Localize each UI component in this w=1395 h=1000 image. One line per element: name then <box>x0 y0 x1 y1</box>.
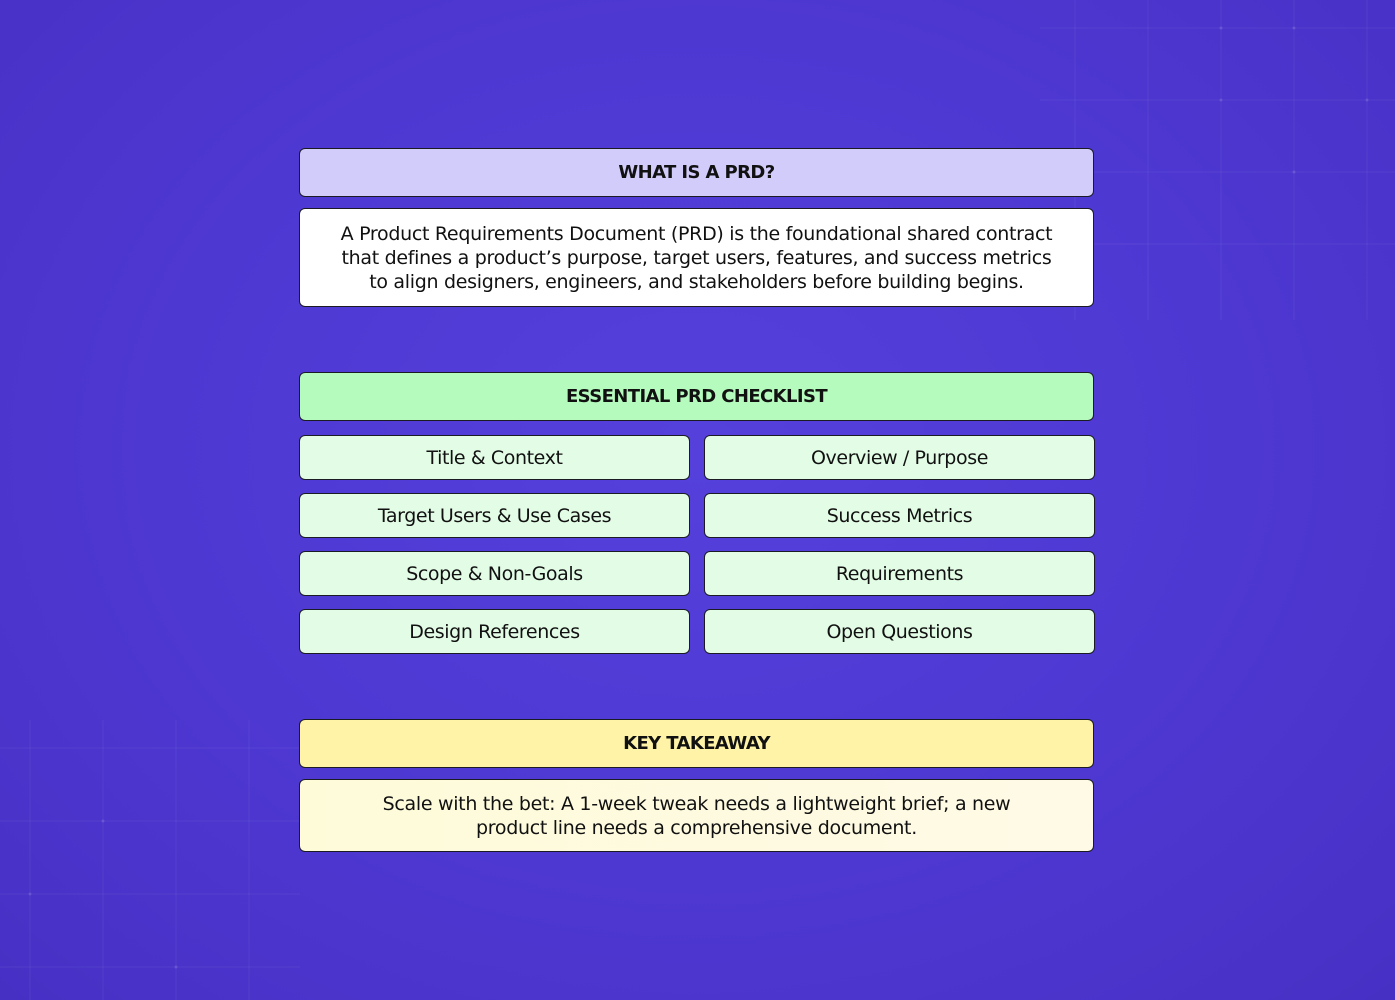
checklist-item-label: Requirements <box>835 562 964 585</box>
key-takeaway-text: Scale with the bet: A 1-week tweak needs a lightweight brief; a new product line needs a comprehensive document. <box>382 792 1011 839</box>
checklist-item-label: Open Questions <box>826 620 973 643</box>
checklist-item-label: Success Metrics <box>826 504 973 527</box>
what-is-prd-description-box <box>299 208 1094 307</box>
checklist-item <box>299 609 690 654</box>
checklist-item <box>704 493 1095 538</box>
checklist-item <box>704 551 1095 596</box>
checklist-item <box>299 551 690 596</box>
what-is-prd-description: A Product Requirements Document (PRD) is the foundational shared contract that defines a product’s purpose, target users, features, and success metrics to align designers, engineers, and stakeholders before building begins. <box>340 222 1053 293</box>
checklist-item-label: Target Users & Use Cases <box>377 504 612 527</box>
what-is-prd-title: WHAT IS A PRD? <box>618 162 775 183</box>
checklist-item-label: Overview / Purpose <box>811 446 988 469</box>
checklist-item-label: Scope & Non-Goals <box>406 562 583 585</box>
checklist-grid <box>299 435 1095 654</box>
checklist-item-label: Design References <box>409 620 580 643</box>
checklist-item <box>299 435 690 480</box>
what-is-prd-header <box>299 148 1094 197</box>
checklist-item <box>704 435 1095 480</box>
key-takeaway-title: KEY TAKEAWAY <box>623 733 770 754</box>
checklist-item <box>704 609 1095 654</box>
checklist-item-label: Title & Context <box>426 446 563 469</box>
key-takeaway-box <box>299 779 1094 852</box>
checklist-title: ESSENTIAL PRD CHECKLIST <box>565 386 828 407</box>
checklist-header <box>299 372 1094 421</box>
checklist-item <box>299 493 690 538</box>
key-takeaway-header <box>299 719 1094 768</box>
